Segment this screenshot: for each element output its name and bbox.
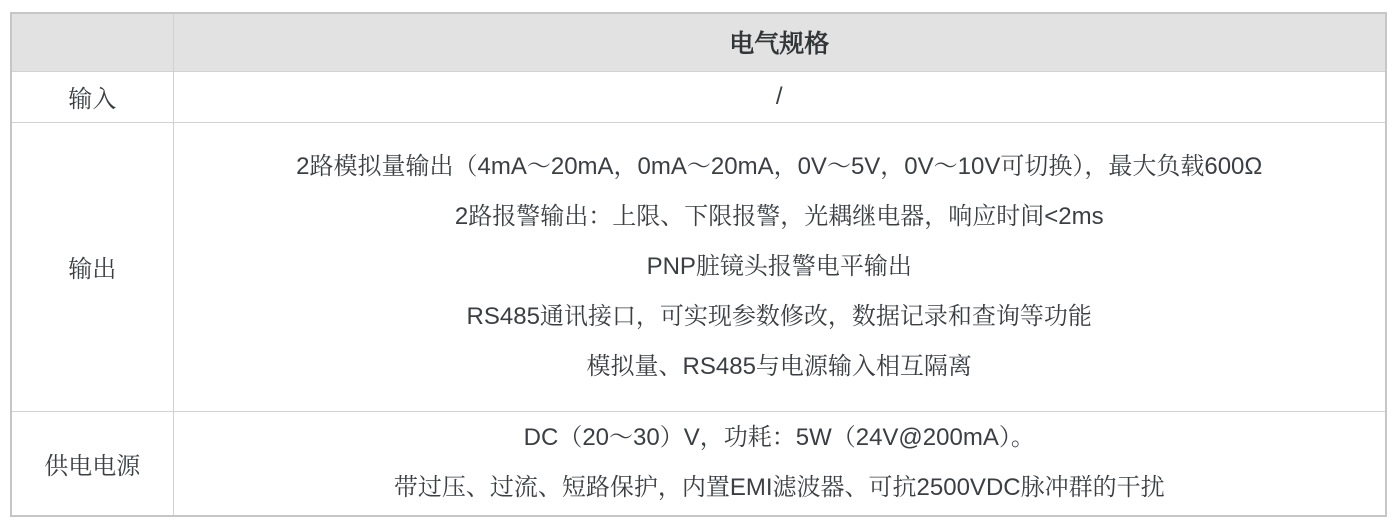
power-line-protection: 带过压、过流、短路保护，内置EMI滤波器、可抗2500VDC脉冲群的干扰 <box>393 474 1165 502</box>
table-row <box>11 122 1386 411</box>
output-line-analog: 2路模拟量输出（4mA～20mA，0mA～20mA，0V～5V，0V～10V可切换），最大负载600Ω <box>296 152 1263 180</box>
output-value-cell <box>173 122 1386 411</box>
table-row <box>11 411 1386 516</box>
output-line-rs485: RS485通讯接口，可实现参数修改，数据记录和查询等功能 <box>466 302 1092 330</box>
table-header-row <box>11 13 1386 71</box>
row-label-power: 供电电源 <box>11 411 173 516</box>
input-value: / <box>775 82 783 110</box>
spec-table <box>10 12 1387 517</box>
power-line-dc: DC（20～30）V，功耗：5W（24V@200mA）。 <box>523 424 1035 452</box>
table-row <box>11 71 1386 122</box>
power-value-cell <box>173 411 1386 516</box>
input-value-cell <box>173 71 1386 122</box>
electrical-spec-table <box>10 12 1387 514</box>
output-line-isolation: 模拟量、RS485与电源输入相互隔离 <box>586 352 972 380</box>
table-title: 电气规格 <box>173 13 1386 71</box>
output-line-pnp: PNP脏镜头报警电平输出 <box>646 252 912 280</box>
row-label-output: 输出 <box>11 122 173 411</box>
header-corner-cell <box>11 13 173 71</box>
row-label-input: 输入 <box>11 71 173 122</box>
output-line-alarm: 2路报警输出：上限、下限报警，光耦继电器，响应时间<2ms <box>454 202 1104 230</box>
